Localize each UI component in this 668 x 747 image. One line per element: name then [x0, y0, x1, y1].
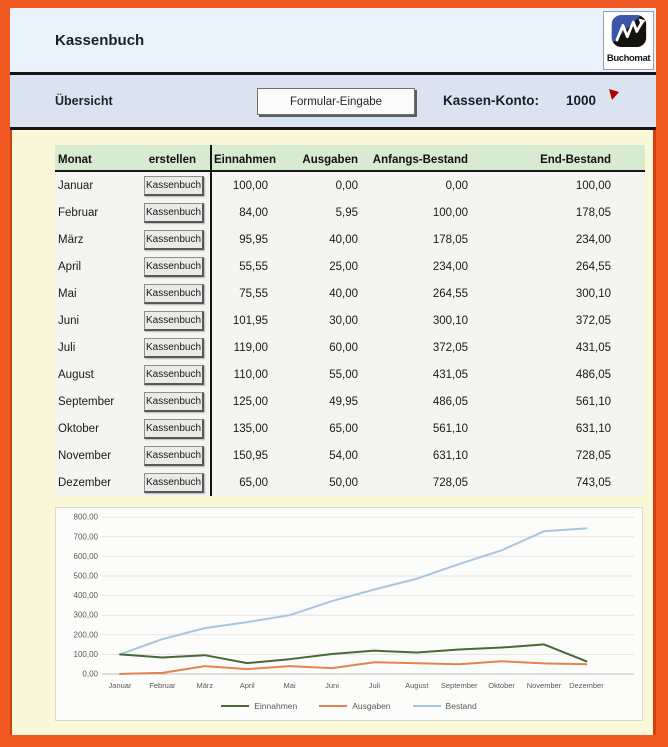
end-bestand-value: 264,55: [575, 260, 611, 273]
einnahmen-line-swatch: [221, 705, 249, 707]
anfangs-bestand-value: 264,55: [432, 287, 468, 300]
comment-marker-icon: [608, 89, 620, 101]
ausgaben-value: 40,00: [329, 287, 358, 300]
end-bestand-value: 178,05: [575, 206, 611, 219]
logo-text: Buchomat: [606, 53, 651, 64]
worksheet: [10, 8, 656, 735]
anfangs-bestand-value: 300,10: [432, 314, 468, 327]
month-label: Dezember: [58, 476, 112, 489]
monthly-table: [55, 145, 645, 496]
col-header-einnahmen: Einnahmen: [214, 154, 276, 166]
erstellen-cell: [130, 419, 210, 439]
table-divider-line: [210, 145, 212, 496]
svg-text:Oktober: Oktober: [488, 681, 515, 690]
table-row: [55, 253, 645, 280]
einnahmen-value: 95,95: [239, 233, 268, 246]
table-header-row: [55, 145, 645, 172]
erstellen-cell: [130, 176, 210, 196]
table-row: [55, 388, 645, 415]
kassenbuch-chart: [56, 508, 642, 694]
erstellen-cell: [130, 257, 210, 277]
ausgaben-value: 49,95: [329, 395, 358, 408]
page-title: Kassenbuch: [55, 32, 145, 49]
anfangs-bestand-value: 178,05: [432, 233, 468, 246]
col-header-end-bestand: End-Bestand: [540, 154, 611, 166]
table-row: [55, 307, 645, 334]
erstellen-cell: [130, 284, 210, 304]
einnahmen-value: 125,00: [232, 395, 268, 408]
month-label: November: [58, 449, 112, 462]
svg-text:Juni: Juni: [325, 681, 339, 690]
month-label: September: [58, 395, 115, 408]
kassen-konto-value[interactable]: 1000: [566, 93, 597, 108]
table-row: [55, 334, 645, 361]
end-bestand-value: 561,10: [575, 395, 611, 408]
erstellen-cell: [130, 473, 210, 493]
table-row: [55, 469, 645, 496]
kassenbuch-row-button[interactable]: Kassenbuch: [144, 338, 204, 358]
anfangs-bestand-value: 561,10: [432, 422, 468, 435]
month-label: Mai: [58, 287, 77, 300]
table-row: [55, 172, 645, 199]
svg-text:100,00: 100,00: [73, 649, 98, 659]
ausgaben-value: 25,00: [329, 260, 358, 273]
title-bar: [10, 8, 656, 72]
anfangs-bestand-value: 372,05: [432, 341, 468, 354]
erstellen-cell: [130, 203, 210, 223]
bestand-line-swatch: [413, 705, 441, 707]
einnahmen-value: 100,00: [232, 179, 268, 192]
svg-text:Juli: Juli: [368, 681, 381, 690]
end-bestand-value: 486,05: [575, 368, 611, 381]
einnahmen-value: 150,95: [232, 449, 268, 462]
erstellen-cell: [130, 446, 210, 466]
col-header-ausgaben: Ausgaben: [302, 154, 358, 166]
svg-text:0,00: 0,00: [82, 669, 98, 679]
svg-text:April: April: [239, 681, 255, 690]
ausgaben-value: 50,00: [329, 476, 358, 489]
ausgaben-value: 0,00: [335, 179, 358, 192]
svg-text:400,00: 400,00: [73, 591, 98, 601]
ausgaben-value: 54,00: [329, 449, 358, 462]
end-bestand-value: 372,05: [575, 314, 611, 327]
table-row: [55, 280, 645, 307]
end-bestand-value: 100,00: [575, 179, 611, 192]
einnahmen-value: 119,00: [233, 341, 268, 354]
ausgaben-value: 65,00: [329, 422, 358, 435]
col-header-erstellen: erstellen: [148, 154, 196, 166]
chart-legend: [56, 694, 642, 718]
erstellen-cell: [130, 230, 210, 250]
table-rows: [55, 172, 645, 496]
svg-text:700,00: 700,00: [73, 532, 98, 542]
kassenbuch-row-button[interactable]: Kassenbuch: [144, 203, 204, 223]
kassenbuch-row-button[interactable]: Kassenbuch: [144, 257, 204, 277]
view-label: Übersicht: [55, 94, 113, 108]
anfangs-bestand-value: 234,00: [432, 260, 468, 273]
legend-item-ausgaben: Ausgaben: [319, 701, 390, 711]
formular-eingabe-button[interactable]: Formular-Eingabe: [257, 88, 415, 115]
einnahmen-value: 135,00: [232, 422, 268, 435]
end-bestand-value: 743,05: [575, 476, 611, 489]
ausgaben-value: 30,00: [329, 314, 358, 327]
month-label: Juni: [58, 314, 80, 327]
ausgaben-value: 60,00: [329, 341, 358, 354]
svg-text:Februar: Februar: [149, 681, 176, 690]
svg-text:200,00: 200,00: [73, 630, 98, 640]
end-bestand-value: 234,00: [575, 233, 611, 246]
kassenbuch-row-button[interactable]: Kassenbuch: [144, 176, 204, 196]
svg-text:Dezember: Dezember: [569, 681, 604, 690]
month-label: April: [58, 260, 82, 273]
buchomat-logo: [603, 11, 654, 70]
anfangs-bestand-value: 0,00: [445, 179, 468, 192]
table-row: [55, 361, 645, 388]
toolbar: [10, 75, 656, 127]
month-label: Januar: [58, 179, 94, 192]
kassenbuch-row-button[interactable]: Kassenbuch: [144, 473, 204, 493]
ausgaben-value: 5,95: [335, 206, 358, 219]
ausgaben-line-swatch: [319, 705, 347, 707]
svg-text:300,00: 300,00: [73, 610, 98, 620]
legend-item-bestand: Bestand: [413, 701, 477, 711]
kassenbuch-row-button[interactable]: Kassenbuch: [144, 230, 204, 250]
ausgaben-value: 40,00: [329, 233, 358, 246]
month-label: Oktober: [58, 422, 99, 435]
kassenbuch-chart-panel: [55, 507, 643, 721]
anfangs-bestand-value: 431,05: [432, 368, 468, 381]
col-header-monat: Monat: [58, 154, 92, 166]
svg-text:September: September: [440, 681, 478, 690]
kassenbuch-row-button[interactable]: Kassenbuch: [144, 365, 204, 385]
month-label: Juli: [58, 341, 76, 354]
einnahmen-value: 101,95: [232, 314, 268, 327]
kassenbuch-row-button[interactable]: Kassenbuch: [144, 284, 204, 304]
svg-text:600,00: 600,00: [73, 551, 98, 561]
legend-item-einnahmen: Einnahmen: [221, 701, 297, 711]
month-label: März: [58, 233, 84, 246]
svg-text:Mai: Mai: [283, 681, 296, 690]
svg-text:August: August: [405, 681, 429, 690]
anfangs-bestand-value: 486,05: [432, 395, 468, 408]
kassenbuch-row-button[interactable]: Kassenbuch: [144, 311, 204, 331]
einnahmen-value: 75,55: [239, 287, 268, 300]
kassenbuch-row-button[interactable]: Kassenbuch: [144, 419, 204, 439]
table-row: [55, 199, 645, 226]
month-label: August: [58, 368, 94, 381]
einnahmen-value: 55,55: [239, 260, 268, 273]
svg-text:500,00: 500,00: [73, 571, 98, 581]
sheet-body: [10, 130, 656, 735]
einnahmen-value: 65,00: [239, 476, 268, 489]
table-row: [55, 226, 645, 253]
erstellen-cell: [130, 392, 210, 412]
svg-text:Januar: Januar: [108, 681, 132, 690]
svg-text:800,00: 800,00: [73, 512, 98, 522]
erstellen-cell: [130, 365, 210, 385]
table-row: [55, 442, 645, 469]
month-label: Februar: [58, 206, 99, 219]
end-bestand-value: 300,10: [575, 287, 611, 300]
col-header-anfangs-bestand: Anfangs-Bestand: [372, 154, 468, 166]
kassen-konto-label: Kassen-Konto:: [443, 93, 540, 108]
end-bestand-value: 728,05: [575, 449, 611, 462]
einnahmen-value: 110,00: [233, 368, 268, 381]
anfangs-bestand-value: 728,05: [432, 476, 468, 489]
erstellen-cell: [130, 338, 210, 358]
einnahmen-value: 84,00: [239, 206, 268, 219]
kassenbuch-row-button[interactable]: Kassenbuch: [144, 392, 204, 412]
end-bestand-value: 631,10: [575, 422, 611, 435]
ausgaben-value: 55,00: [329, 368, 358, 381]
svg-text:März: März: [196, 681, 214, 690]
table-row: [55, 415, 645, 442]
kassenbuch-row-button[interactable]: Kassenbuch: [144, 446, 204, 466]
buchomat-logo-icon: [610, 14, 648, 49]
erstellen-cell: [130, 311, 210, 331]
svg-text:November: November: [526, 681, 562, 690]
anfangs-bestand-value: 100,00: [432, 206, 468, 219]
anfangs-bestand-value: 631,10: [432, 449, 468, 462]
end-bestand-value: 431,05: [575, 341, 611, 354]
